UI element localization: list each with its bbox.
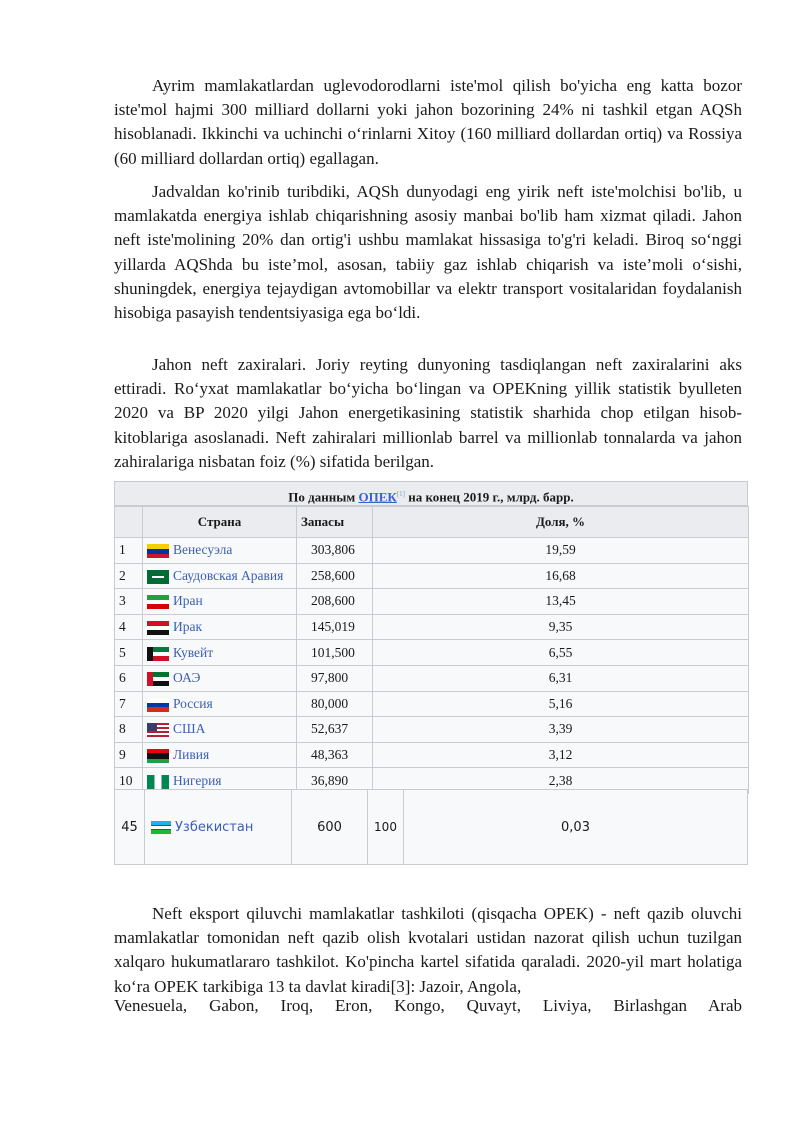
country-cell <box>143 640 297 666</box>
share-cell: 16,68 <box>373 563 749 589</box>
nigeria-flag-icon <box>147 775 169 789</box>
rank-cell: 5 <box>115 640 143 666</box>
rank-cell: 1 <box>115 538 143 564</box>
paragraph-usa: Jadvaldan ko'rinib turibdiki, AQSh dunyodagi eng yirik neft iste'molchisi bo'lib, u mamlakatda energiya ishlab chiqarishning asosiy manbai bo'lib ham xizmat qiladi. Jahon neft iste'molining 20% dan ortig'i ushbu mamlakat hissasiga to'g'ri keladi. Biroq so‘nggi yillarda AQShda bu iste’mol, asosan, tabiiy gaz ishlab chiqarish va iste’moli o‘sishi, shuningdek, energiya tejaydigan avtomobillar va elektr transport vositalaridan foydalanish hisobiga pasayish tendentsiyasiga ega bo‘ldi. <box>114 182 742 323</box>
country-link[interactable]: США <box>173 721 206 737</box>
reserves-grid <box>114 506 749 794</box>
country-cell <box>143 717 297 743</box>
country-cell <box>143 538 297 564</box>
uz-country-cell <box>145 790 292 864</box>
paragraph-opec <box>114 902 742 999</box>
country-link[interactable]: Россия <box>173 695 213 711</box>
share-cell: 9,35 <box>373 614 749 640</box>
uae-flag-icon <box>147 672 169 686</box>
table-row <box>115 691 749 717</box>
uz-rank: 45 <box>115 790 145 864</box>
share-header[interactable]: Доля, % <box>373 507 749 538</box>
country-cell <box>143 589 297 615</box>
rank-cell: 8 <box>115 717 143 743</box>
table-row <box>115 614 749 640</box>
country-link[interactable]: Кувейт <box>173 644 214 660</box>
country-cell <box>143 614 297 640</box>
table-row <box>115 563 749 589</box>
reserves-cell: 258,600 <box>297 563 373 589</box>
share-cell: 6,55 <box>373 640 749 666</box>
reserves-cell: 80,000 <box>297 691 373 717</box>
uz-country-link[interactable]: Узбекистан <box>175 819 254 835</box>
share-cell: 19,59 <box>373 538 749 564</box>
usa-flag-icon <box>147 723 169 737</box>
share-cell: 3,12 <box>373 742 749 768</box>
country-link[interactable]: Нигерия <box>173 772 222 788</box>
country-link[interactable]: Ирак <box>173 619 203 635</box>
rank-cell: 7 <box>115 691 143 717</box>
country-cell <box>143 665 297 691</box>
share-cell: 6,31 <box>373 665 749 691</box>
share-cell: 3,39 <box>373 717 749 743</box>
rank-cell: 2 <box>115 563 143 589</box>
table-row <box>115 538 749 564</box>
uzbekistan-flag-icon <box>151 821 171 834</box>
reserves-cell: 97,800 <box>297 665 373 691</box>
caption-suffix: на конец 2019 г., млрд. барр. <box>404 489 574 505</box>
reserves-header[interactable]: Запасы <box>297 507 373 538</box>
rank-cell: 4 <box>115 614 143 640</box>
header-row <box>115 507 749 538</box>
uz-share: 0,03 <box>561 819 590 835</box>
opec-text-main: Neft eksport qiluvchi mamlakatlar tashkiloti (qisqacha OPEK) - neft qazib oluvchi mamlakatlar tomonidan neft qazib olish kvotalari ustidan nazorat qilish uchun tuzilgan xalqaro hukumatlararo tashkilot. Ko'pincha kartel sifatida qaraladi. 2020-yil mart holatiga ko‘ra OPEK tarkibiga 13 ta davlat kiradi[3]: Jazoir, Angola, <box>114 904 742 996</box>
reserves-cell: 36,890 <box>297 768 373 794</box>
reserves-cell: 208,600 <box>297 589 373 615</box>
rank-header[interactable] <box>115 507 143 538</box>
share-cell: 2,38 <box>373 768 749 794</box>
paragraph-consumption: Ayrim mamlakatlardan uglevodorodlarni iste'mol qilish bo'yicha eng katta bozor iste'mol hajmi 300 milliard dollarni yoki jahon bozorining 24% ni tashkil etgan AQSh hisoblanadi. Ikkinchi va uchinchi o‘rinlarni Xitoy (160 milliard dollardan ortiq) va Rossiya (60 milliard dollardan ortiq) egallagan. <box>114 76 742 168</box>
country-link[interactable]: Иран <box>173 593 203 609</box>
table-row <box>115 717 749 743</box>
opec-link[interactable]: ОПЕК <box>358 489 397 505</box>
country-cell <box>143 742 297 768</box>
share-cell: 5,16 <box>373 691 749 717</box>
country-link[interactable]: Саудовская Аравия <box>173 567 284 583</box>
caption-prefix: По данным <box>288 489 359 505</box>
libya-flag-icon <box>147 749 169 763</box>
paragraph-opec-last-line <box>114 994 742 1018</box>
kuwait-flag-icon <box>147 647 169 661</box>
venezuela-flag-icon <box>147 544 169 558</box>
rank-cell: 10 <box>115 768 143 794</box>
table-row <box>115 589 749 615</box>
share-cell: 13,45 <box>373 589 749 615</box>
country-link[interactable]: Венесуэла <box>173 542 233 558</box>
table-row <box>115 640 749 666</box>
iraq-flag-icon <box>147 621 169 635</box>
reserves-cell: 101,500 <box>297 640 373 666</box>
country-cell <box>143 691 297 717</box>
iran-flag-icon <box>147 595 169 609</box>
country-link[interactable]: ОАЭ <box>173 670 201 686</box>
table-caption <box>114 481 748 506</box>
opec-text-last: Venesuela, Gabon, Iroq, Eron, Kongo, Quvayt, Liviya, Birlashgan Arab <box>114 996 742 1015</box>
table-row <box>115 665 749 691</box>
russia-flag-icon <box>147 698 169 712</box>
uz-reserves: 600 <box>292 790 368 864</box>
country-link[interactable]: Ливия <box>173 747 210 763</box>
rank-cell: 3 <box>115 589 143 615</box>
reserves-cell: 303,806 <box>297 538 373 564</box>
uzbekistan-row <box>114 789 748 865</box>
country-header[interactable]: Страна <box>143 507 297 538</box>
rank-cell: 9 <box>115 742 143 768</box>
rank-cell: 6 <box>115 665 143 691</box>
uz-extra: 100 <box>368 790 404 864</box>
country-cell <box>143 563 297 589</box>
table-row <box>115 742 749 768</box>
footnote-ref[interactable]: [1] <box>396 490 405 498</box>
saudi-arabia-flag-icon <box>147 570 169 584</box>
reserves-cell: 145,019 <box>297 614 373 640</box>
reserves-cell: 52,637 <box>297 717 373 743</box>
reserves-cell: 48,363 <box>297 742 373 768</box>
paragraph-reserves: Jahon neft zaxiralari. Joriy reyting dunyoning tasdiqlangan neft zaxiralarini aks ettiradi. Ro‘yxat mamlakatlar bo‘yicha bo‘lingan va OPEKning yillik statistik byulleten 2020 va BP 2020 yilgi Jahon energetikasining statistik sharhida chop etilgan hisob-kitoblariga asoslanadi. Neft zahiralari millionlab barrel va millionlab tonnalarda va jahon zahiralariga nisbatan foiz (%) sifatida berilgan. <box>114 355 742 471</box>
